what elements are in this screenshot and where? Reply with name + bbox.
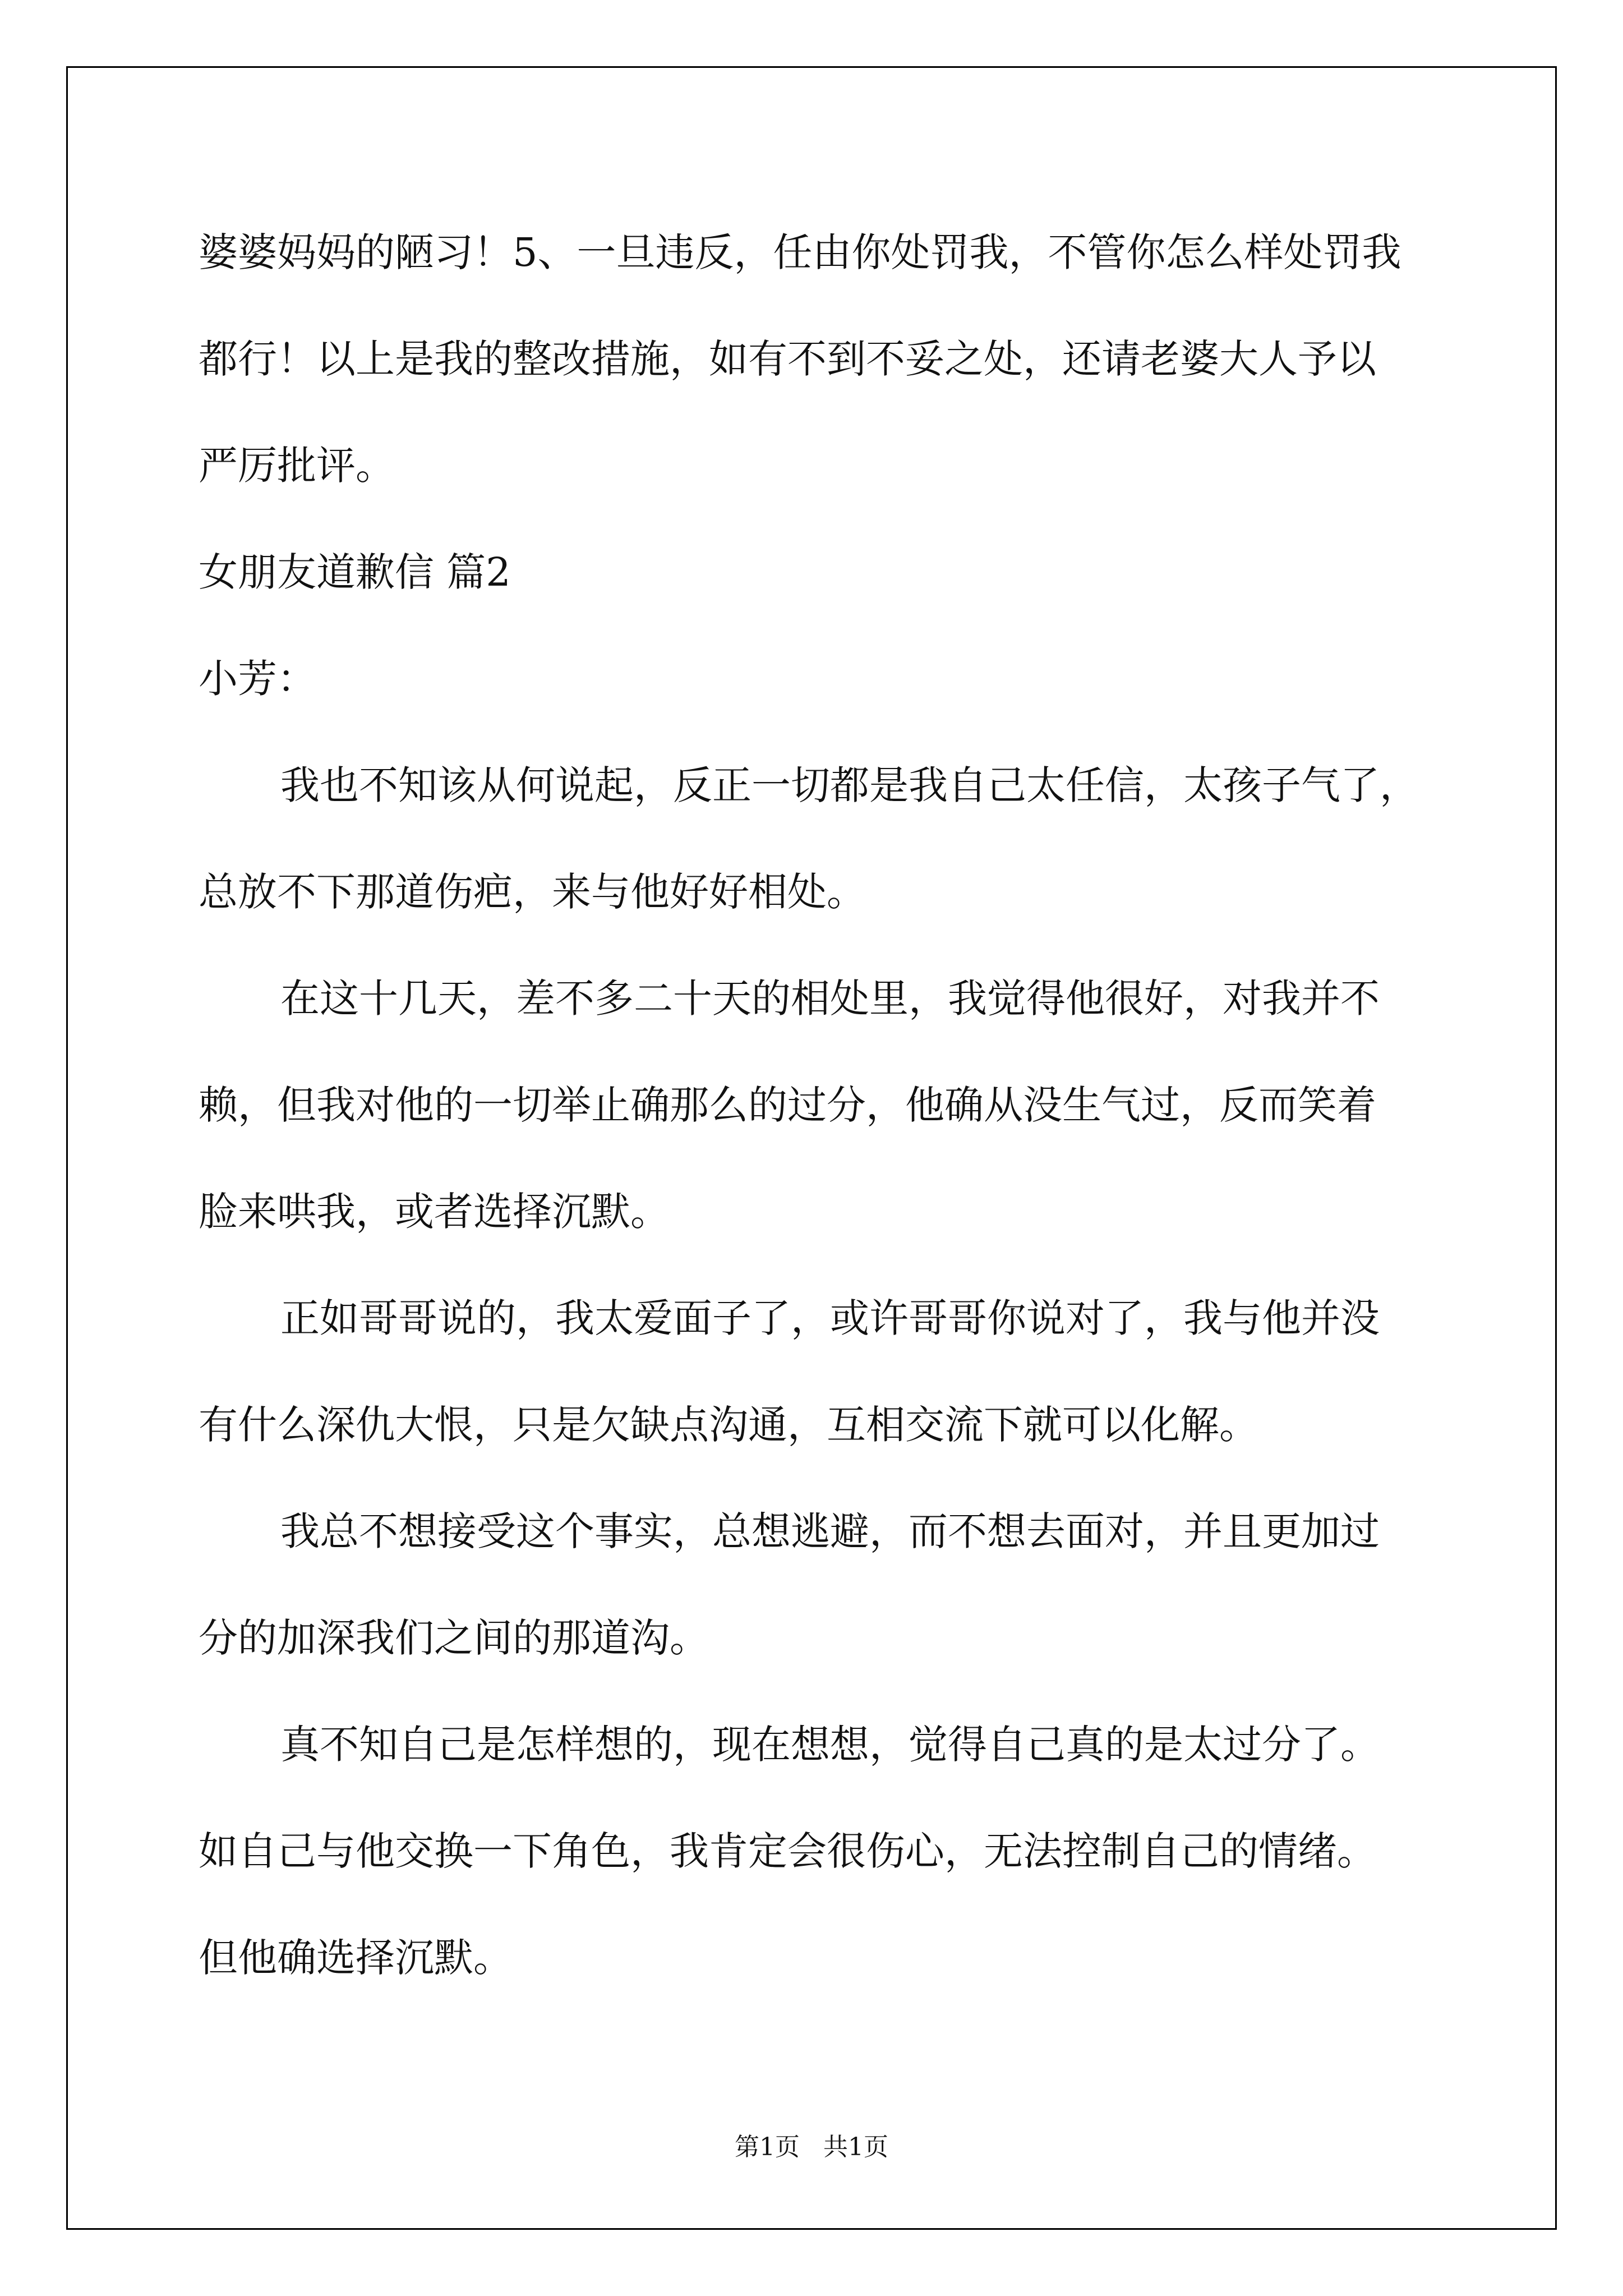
body-line: 都行！以上是我的整改措施，如有不到不妥之处，还请老婆大人予以 — [199, 336, 1376, 382]
body-line: 婆婆妈妈的陋习！5、一旦违反，任由你处罚我，不管你怎么样处罚我 — [199, 229, 1401, 275]
section-heading: 女朋友道歉信 篇2 — [199, 549, 511, 595]
body-line: 脸来哄我，或者选择沉默。 — [199, 1189, 670, 1235]
body-line: 分的加深我们之间的那道沟。 — [199, 1615, 709, 1661]
body-line: 严厉批评。 — [199, 443, 395, 489]
body-line: 赖，但我对他的一切举止确那么的过分，他确从没生气过，反而笑着 — [199, 1082, 1376, 1128]
page-border — [66, 66, 1557, 2230]
salutation: 小芳： — [199, 656, 316, 702]
body-line: 正如哥哥说的，我太爱面子了，或许哥哥你说对了，我与他并没 — [280, 1295, 1380, 1341]
page-number-footer: 第1页 共1页 — [735, 2133, 888, 2161]
body-line: 我总不想接受这个事实，总想逃避，而不想去面对，并且更加过 — [280, 1508, 1380, 1554]
body-line: 有什么深仇大恨，只是欠缺点沟通，互相交流下就可以化解。 — [199, 1402, 1258, 1448]
body-line: 在这十几天，差不多二十天的相处里，我觉得他很好，对我并不 — [280, 976, 1380, 1022]
body-line: 如自己与他交换一下角色，我肯定会很伤心，无法控制自己的情绪。 — [199, 1828, 1376, 1874]
body-line: 总放不下那道伤疤，来与他好好相处。 — [199, 869, 866, 915]
body-line: 真不知自己是怎样想的，现在想想，觉得自己真的是太过分了。 — [280, 1722, 1380, 1768]
body-line: 但他确选择沉默。 — [199, 1935, 513, 1981]
body-line: 我也不知该从何说起，反正一切都是我自己太任信，太孩子气了， — [280, 762, 1419, 808]
